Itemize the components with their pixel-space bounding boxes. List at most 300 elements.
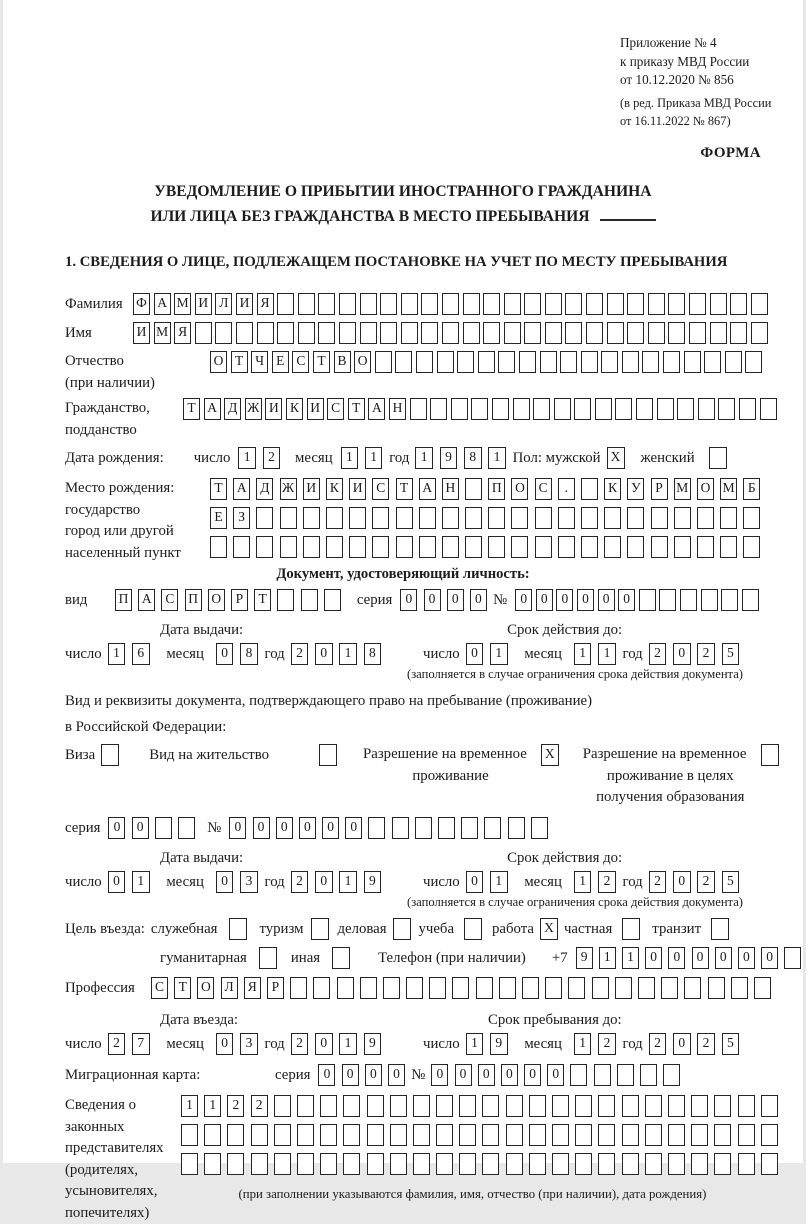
purpose-study-checkbox-cell[interactable] [464, 918, 482, 940]
id-doc-kind-cell[interactable]: Т [254, 589, 271, 611]
given-name-cell[interactable] [257, 322, 274, 344]
entry-month-cell[interactable]: 3 [240, 1033, 258, 1055]
birthplace-cell[interactable] [465, 478, 482, 500]
guardians-cell[interactable] [367, 1095, 384, 1117]
guardians-cell[interactable] [714, 1095, 731, 1117]
id-doc-number-cell[interactable] [721, 589, 738, 611]
stay-day-cell[interactable]: 1 [466, 1033, 484, 1055]
citizenship-cell[interactable] [430, 398, 447, 420]
profession-cell[interactable]: Л [221, 977, 238, 999]
res-valid-year-cell[interactable]: 0 [673, 871, 691, 893]
guardians-cell[interactable]: 2 [227, 1095, 244, 1117]
guardians-cell[interactable]: 1 [181, 1095, 198, 1117]
birthplace-cell[interactable] [419, 536, 436, 558]
birth-day-cell[interactable]: 2 [263, 447, 281, 469]
guardians-cell[interactable] [482, 1095, 499, 1117]
citizenship-cell[interactable] [410, 398, 427, 420]
birthplace-cell[interactable] [372, 507, 389, 529]
id-doc-kind-cell[interactable]: Р [231, 589, 248, 611]
birthplace-cell[interactable]: О [511, 478, 528, 500]
id-valid-year-cell[interactable]: 2 [697, 643, 715, 665]
birthplace-cell[interactable] [743, 536, 760, 558]
birthplace-cell[interactable] [349, 536, 366, 558]
id-doc-kind-cell[interactable]: О [208, 589, 225, 611]
birthplace-cell[interactable]: Р [651, 478, 668, 500]
patronymic-cell[interactable]: Ч [251, 351, 268, 373]
birthplace-cell[interactable] [396, 507, 413, 529]
patronymic-cell[interactable] [663, 351, 680, 373]
surname-cell[interactable]: А [154, 293, 171, 315]
birthplace-cell[interactable] [558, 507, 575, 529]
birthplace-cell[interactable]: Е [210, 507, 227, 529]
surname-cell[interactable] [586, 293, 603, 315]
guardians-cell[interactable] [645, 1153, 662, 1175]
guardians-cell[interactable] [274, 1124, 291, 1146]
surname-cell[interactable]: Я [257, 293, 274, 315]
birth-year-cell[interactable]: 9 [440, 447, 458, 469]
id-doc-kind-cell[interactable]: П [185, 589, 202, 611]
id-valid-year-cell[interactable]: 5 [722, 643, 740, 665]
guardians-cell[interactable] [413, 1124, 430, 1146]
guardians-cell[interactable] [622, 1153, 639, 1175]
birthplace-cell[interactable] [303, 507, 320, 529]
birthplace-cell[interactable] [535, 536, 552, 558]
birthplace-cell[interactable] [581, 478, 598, 500]
birthplace-cell[interactable] [558, 536, 575, 558]
id-doc-kind-cell[interactable]: С [161, 589, 178, 611]
res-series-cell[interactable] [155, 817, 172, 839]
birthplace-cell[interactable] [349, 507, 366, 529]
profession-cell[interactable] [568, 977, 585, 999]
guardians-cell[interactable] [204, 1124, 221, 1146]
profession-cell[interactable] [360, 977, 377, 999]
citizenship-cell[interactable] [471, 398, 488, 420]
birth-year-cell[interactable]: 8 [464, 447, 482, 469]
given-name-cell[interactable] [277, 322, 294, 344]
entry-year-cell[interactable]: 0 [315, 1033, 333, 1055]
res-number-cell[interactable] [508, 817, 525, 839]
guardians-cell[interactable] [668, 1153, 685, 1175]
surname-cell[interactable] [318, 293, 335, 315]
patronymic-cell[interactable] [457, 351, 474, 373]
stay-month-cell[interactable]: 1 [574, 1033, 592, 1055]
given-name-cell[interactable] [195, 322, 212, 344]
res-issue-year-cell[interactable]: 0 [315, 871, 333, 893]
profession-cell[interactable] [313, 977, 330, 999]
id-doc-number-cell[interactable] [742, 589, 759, 611]
res-number-cell[interactable]: 0 [229, 817, 246, 839]
mig-series-cell[interactable]: 0 [318, 1064, 335, 1086]
residence-permit-checkbox-cell[interactable] [319, 744, 337, 766]
id-valid-month-cell[interactable]: 1 [574, 643, 592, 665]
guardians-cell[interactable] [343, 1153, 360, 1175]
patronymic-cell[interactable]: Е [272, 351, 289, 373]
stay-month-cell[interactable]: 2 [598, 1033, 616, 1055]
profession-cell[interactable] [383, 977, 400, 999]
profession-cell[interactable] [476, 977, 493, 999]
id-issue-year-cell[interactable]: 8 [364, 643, 382, 665]
guardians-cell[interactable] [367, 1153, 384, 1175]
res-valid-year-cell[interactable]: 5 [722, 871, 740, 893]
stay-year-cell[interactable]: 5 [722, 1033, 740, 1055]
res-issue-day-cell[interactable]: 0 [108, 871, 126, 893]
birthplace-cell[interactable]: А [419, 478, 436, 500]
guardians-cell[interactable] [645, 1124, 662, 1146]
res-number-cell[interactable] [392, 817, 409, 839]
guardians-cell[interactable] [459, 1124, 476, 1146]
guardians-cell[interactable] [529, 1095, 546, 1117]
birthplace-cell[interactable]: У [627, 478, 644, 500]
given-name-cell[interactable] [607, 322, 624, 344]
id-doc-kind-cell[interactable] [324, 589, 341, 611]
phone-digit-cell[interactable]: 0 [761, 947, 778, 969]
mig-number-cell[interactable] [594, 1064, 611, 1086]
res-number-cell[interactable] [461, 817, 478, 839]
stay-year-cell[interactable]: 2 [649, 1033, 667, 1055]
guardians-cell[interactable] [761, 1095, 778, 1117]
guardians-cell[interactable] [622, 1095, 639, 1117]
patronymic-cell[interactable] [416, 351, 433, 373]
phone-digit-cell[interactable]: 1 [622, 947, 639, 969]
guardians-cell[interactable] [645, 1095, 662, 1117]
profession-cell[interactable]: Т [174, 977, 191, 999]
surname-cell[interactable] [401, 293, 418, 315]
stay-year-cell[interactable]: 2 [697, 1033, 715, 1055]
res-number-cell[interactable]: 0 [276, 817, 293, 839]
res-issue-day-cell[interactable]: 1 [132, 871, 150, 893]
mig-number-cell[interactable] [570, 1064, 587, 1086]
birthplace-cell[interactable]: Д [256, 478, 273, 500]
id-valid-day-cell[interactable]: 0 [466, 643, 484, 665]
mig-number-cell[interactable]: 0 [501, 1064, 518, 1086]
surname-cell[interactable] [648, 293, 665, 315]
guardians-cell[interactable] [181, 1153, 198, 1175]
citizenship-cell[interactable] [615, 398, 632, 420]
citizenship-cell[interactable]: А [204, 398, 221, 420]
birthplace-cell[interactable] [674, 507, 691, 529]
phone-digit-cell[interactable]: 0 [738, 947, 755, 969]
birthplace-cell[interactable] [535, 507, 552, 529]
guardians-cell[interactable] [227, 1124, 244, 1146]
given-name-cell[interactable] [421, 322, 438, 344]
profession-cell[interactable]: О [197, 977, 214, 999]
profession-cell[interactable]: С [151, 977, 168, 999]
guardians-cell[interactable] [668, 1124, 685, 1146]
given-name-cell[interactable]: Я [174, 322, 191, 344]
given-name-cell[interactable] [401, 322, 418, 344]
id-valid-year-cell[interactable]: 0 [673, 643, 691, 665]
patronymic-cell[interactable] [601, 351, 618, 373]
surname-cell[interactable] [380, 293, 397, 315]
guardians-cell[interactable] [575, 1095, 592, 1117]
birthplace-cell[interactable] [465, 536, 482, 558]
id-issue-day-cell[interactable]: 6 [132, 643, 150, 665]
id-valid-month-cell[interactable]: 1 [598, 643, 616, 665]
guardians-cell[interactable] [274, 1095, 291, 1117]
profession-cell[interactable] [522, 977, 539, 999]
birthplace-cell[interactable]: И [303, 478, 320, 500]
phone-digit-cell[interactable]: 9 [576, 947, 593, 969]
birthplace-cell[interactable] [581, 507, 598, 529]
entry-year-cell[interactable]: 9 [364, 1033, 382, 1055]
surname-cell[interactable]: Л [215, 293, 232, 315]
citizenship-cell[interactable]: Ж [245, 398, 262, 420]
surname-cell[interactable] [730, 293, 747, 315]
res-series-cell[interactable]: 0 [132, 817, 149, 839]
patronymic-cell[interactable] [684, 351, 701, 373]
surname-cell[interactable] [483, 293, 500, 315]
profession-cell[interactable] [684, 977, 701, 999]
birthplace-cell[interactable] [488, 536, 505, 558]
guardians-cell[interactable]: 1 [204, 1095, 221, 1117]
res-valid-day-cell[interactable]: 0 [466, 871, 484, 893]
citizenship-cell[interactable]: К [286, 398, 303, 420]
birthplace-cell[interactable] [280, 536, 297, 558]
given-name-cell[interactable] [689, 322, 706, 344]
id-doc-kind-cell[interactable] [277, 589, 294, 611]
given-name-cell[interactable] [339, 322, 356, 344]
given-name-cell[interactable] [586, 322, 603, 344]
id-doc-number-cell[interactable]: 0 [577, 589, 594, 611]
patronymic-cell[interactable]: С [292, 351, 309, 373]
guardians-cell[interactable] [436, 1153, 453, 1175]
stay-day-cell[interactable]: 9 [490, 1033, 508, 1055]
birthplace-cell[interactable]: О [697, 478, 714, 500]
res-number-cell[interactable] [484, 817, 501, 839]
id-issue-day-cell[interactable]: 1 [108, 643, 126, 665]
visa-checkbox-cell[interactable] [101, 744, 119, 766]
given-name-cell[interactable] [360, 322, 377, 344]
mig-number-cell[interactable]: 0 [455, 1064, 472, 1086]
patronymic-cell[interactable] [725, 351, 742, 373]
birthplace-cell[interactable]: А [233, 478, 250, 500]
purpose-tourism-checkbox-cell[interactable] [311, 918, 329, 940]
citizenship-cell[interactable] [554, 398, 571, 420]
profession-cell[interactable] [592, 977, 609, 999]
birth-year-cell[interactable]: 1 [415, 447, 433, 469]
guardians-cell[interactable] [622, 1124, 639, 1146]
id-doc-series-cell[interactable]: 0 [400, 589, 417, 611]
purpose-work-checkbox-cell[interactable]: X [540, 918, 558, 940]
res-number-cell[interactable] [531, 817, 548, 839]
phone-digit-cell[interactable]: 0 [715, 947, 732, 969]
guardians-cell[interactable] [738, 1124, 755, 1146]
entry-year-cell[interactable]: 2 [291, 1033, 309, 1055]
profession-cell[interactable] [545, 977, 562, 999]
res-valid-month-cell[interactable]: 2 [598, 871, 616, 893]
mig-series-cell[interactable]: 0 [365, 1064, 382, 1086]
given-name-cell[interactable] [668, 322, 685, 344]
id-issue-month-cell[interactable]: 0 [216, 643, 234, 665]
birthplace-cell[interactable]: М [674, 478, 691, 500]
phone-digit-cell[interactable]: 0 [692, 947, 709, 969]
birthplace-cell[interactable]: З [233, 507, 250, 529]
citizenship-cell[interactable] [657, 398, 674, 420]
patronymic-cell[interactable]: О [354, 351, 371, 373]
birth-year-cell[interactable]: 1 [488, 447, 506, 469]
purpose-official-checkbox-cell[interactable] [229, 918, 247, 940]
guardians-cell[interactable] [482, 1153, 499, 1175]
given-name-cell[interactable] [298, 322, 315, 344]
id-valid-year-cell[interactable]: 2 [649, 643, 667, 665]
temp-permit-edu-checkbox-cell[interactable] [761, 744, 779, 766]
id-issue-year-cell[interactable]: 1 [339, 643, 357, 665]
surname-cell[interactable] [339, 293, 356, 315]
id-doc-series-cell[interactable]: 0 [470, 589, 487, 611]
guardians-cell[interactable] [529, 1124, 546, 1146]
citizenship-cell[interactable]: А [368, 398, 385, 420]
profession-cell[interactable] [429, 977, 446, 999]
birthplace-cell[interactable]: К [326, 478, 343, 500]
given-name-cell[interactable] [730, 322, 747, 344]
res-number-cell[interactable]: 0 [253, 817, 270, 839]
profession-cell[interactable] [406, 977, 423, 999]
phone-digit-cell[interactable]: 0 [645, 947, 662, 969]
entry-day-cell[interactable]: 7 [132, 1033, 150, 1055]
birthplace-cell[interactable]: Б [743, 478, 760, 500]
birthplace-cell[interactable] [627, 507, 644, 529]
given-name-cell[interactable] [442, 322, 459, 344]
patronymic-cell[interactable] [375, 351, 392, 373]
surname-cell[interactable] [421, 293, 438, 315]
birthplace-cell[interactable] [651, 536, 668, 558]
surname-cell[interactable] [710, 293, 727, 315]
entry-day-cell[interactable]: 2 [108, 1033, 126, 1055]
birthplace-cell[interactable]: К [604, 478, 621, 500]
birthplace-cell[interactable] [697, 507, 714, 529]
patronymic-cell[interactable] [478, 351, 495, 373]
citizenship-cell[interactable] [533, 398, 550, 420]
res-number-cell[interactable]: 0 [299, 817, 316, 839]
entry-year-cell[interactable]: 1 [339, 1033, 357, 1055]
citizenship-cell[interactable] [718, 398, 735, 420]
given-name-cell[interactable] [524, 322, 541, 344]
id-doc-number-cell[interactable] [701, 589, 718, 611]
patronymic-cell[interactable] [581, 351, 598, 373]
id-issue-year-cell[interactable]: 2 [291, 643, 309, 665]
profession-cell[interactable] [290, 977, 307, 999]
surname-cell[interactable]: И [236, 293, 253, 315]
given-name-cell[interactable] [463, 322, 480, 344]
res-valid-day-cell[interactable]: 1 [490, 871, 508, 893]
profession-cell[interactable] [452, 977, 469, 999]
given-name-cell[interactable] [545, 322, 562, 344]
surname-cell[interactable] [545, 293, 562, 315]
surname-cell[interactable]: Ф [133, 293, 150, 315]
sex-female-checkbox-cell[interactable] [709, 447, 727, 469]
mig-series-cell[interactable]: 0 [388, 1064, 405, 1086]
citizenship-cell[interactable]: С [327, 398, 344, 420]
mig-number-cell[interactable] [640, 1064, 657, 1086]
birthplace-cell[interactable] [326, 536, 343, 558]
birthplace-cell[interactable]: Т [396, 478, 413, 500]
citizenship-cell[interactable] [739, 398, 756, 420]
entry-month-cell[interactable]: 0 [216, 1033, 234, 1055]
given-name-cell[interactable] [627, 322, 644, 344]
phone-digit-cell[interactable]: 1 [599, 947, 616, 969]
birthplace-cell[interactable]: И [349, 478, 366, 500]
id-issue-year-cell[interactable]: 0 [315, 643, 333, 665]
profession-cell[interactable] [661, 977, 678, 999]
mig-series-cell[interactable]: 0 [342, 1064, 359, 1086]
citizenship-cell[interactable]: И [307, 398, 324, 420]
birthplace-cell[interactable]: Ж [280, 478, 297, 500]
birthplace-cell[interactable] [627, 536, 644, 558]
profession-cell[interactable] [499, 977, 516, 999]
given-name-cell[interactable] [565, 322, 582, 344]
birthplace-cell[interactable] [256, 536, 273, 558]
patronymic-cell[interactable] [498, 351, 515, 373]
surname-cell[interactable] [504, 293, 521, 315]
guardians-cell[interactable] [436, 1124, 453, 1146]
patronymic-cell[interactable] [745, 351, 762, 373]
patronymic-cell[interactable]: Т [313, 351, 330, 373]
guardians-cell[interactable] [552, 1095, 569, 1117]
surname-cell[interactable] [360, 293, 377, 315]
res-valid-month-cell[interactable]: 1 [574, 871, 592, 893]
purpose-other-checkbox-cell[interactable] [332, 947, 350, 969]
guardians-cell[interactable] [761, 1124, 778, 1146]
profession-cell[interactable]: Я [244, 977, 261, 999]
birthplace-cell[interactable] [326, 507, 343, 529]
birthplace-cell[interactable] [372, 536, 389, 558]
birthplace-cell[interactable] [674, 536, 691, 558]
citizenship-cell[interactable]: И [265, 398, 282, 420]
profession-cell[interactable] [731, 977, 748, 999]
guardians-cell[interactable] [529, 1153, 546, 1175]
mig-number-cell[interactable] [663, 1064, 680, 1086]
mig-number-cell[interactable]: 0 [478, 1064, 495, 1086]
id-doc-kind-cell[interactable]: П [115, 589, 132, 611]
citizenship-cell[interactable] [760, 398, 777, 420]
birthplace-cell[interactable] [488, 507, 505, 529]
birthplace-cell[interactable]: С [372, 478, 389, 500]
citizenship-cell[interactable] [574, 398, 591, 420]
guardians-cell[interactable] [506, 1124, 523, 1146]
given-name-cell[interactable] [483, 322, 500, 344]
birthplace-cell[interactable] [743, 507, 760, 529]
guardians-cell[interactable] [251, 1153, 268, 1175]
birthplace-cell[interactable] [604, 507, 621, 529]
res-series-cell[interactable]: 0 [108, 817, 125, 839]
citizenship-cell[interactable] [677, 398, 694, 420]
id-doc-number-cell[interactable]: 0 [515, 589, 532, 611]
guardians-cell[interactable] [343, 1124, 360, 1146]
citizenship-cell[interactable]: Д [224, 398, 241, 420]
birthplace-cell[interactable]: С [535, 478, 552, 500]
profession-cell[interactable] [754, 977, 771, 999]
birthplace-cell[interactable] [604, 536, 621, 558]
patronymic-cell[interactable]: В [334, 351, 351, 373]
surname-cell[interactable] [442, 293, 459, 315]
patronymic-cell[interactable] [437, 351, 454, 373]
guardians-cell[interactable] [598, 1153, 615, 1175]
given-name-cell[interactable] [751, 322, 768, 344]
id-doc-number-cell[interactable] [659, 589, 676, 611]
given-name-cell[interactable]: И [133, 322, 150, 344]
guardians-cell[interactable] [761, 1153, 778, 1175]
profession-cell[interactable] [337, 977, 354, 999]
guardians-cell[interactable] [390, 1095, 407, 1117]
res-series-cell[interactable] [178, 817, 195, 839]
guardians-cell[interactable] [552, 1153, 569, 1175]
stay-year-cell[interactable]: 0 [673, 1033, 691, 1055]
phone-digit-cell[interactable] [784, 947, 801, 969]
guardians-cell[interactable] [714, 1124, 731, 1146]
birthplace-cell[interactable] [442, 507, 459, 529]
id-doc-number-cell[interactable]: 0 [598, 589, 615, 611]
guardians-cell[interactable] [575, 1124, 592, 1146]
